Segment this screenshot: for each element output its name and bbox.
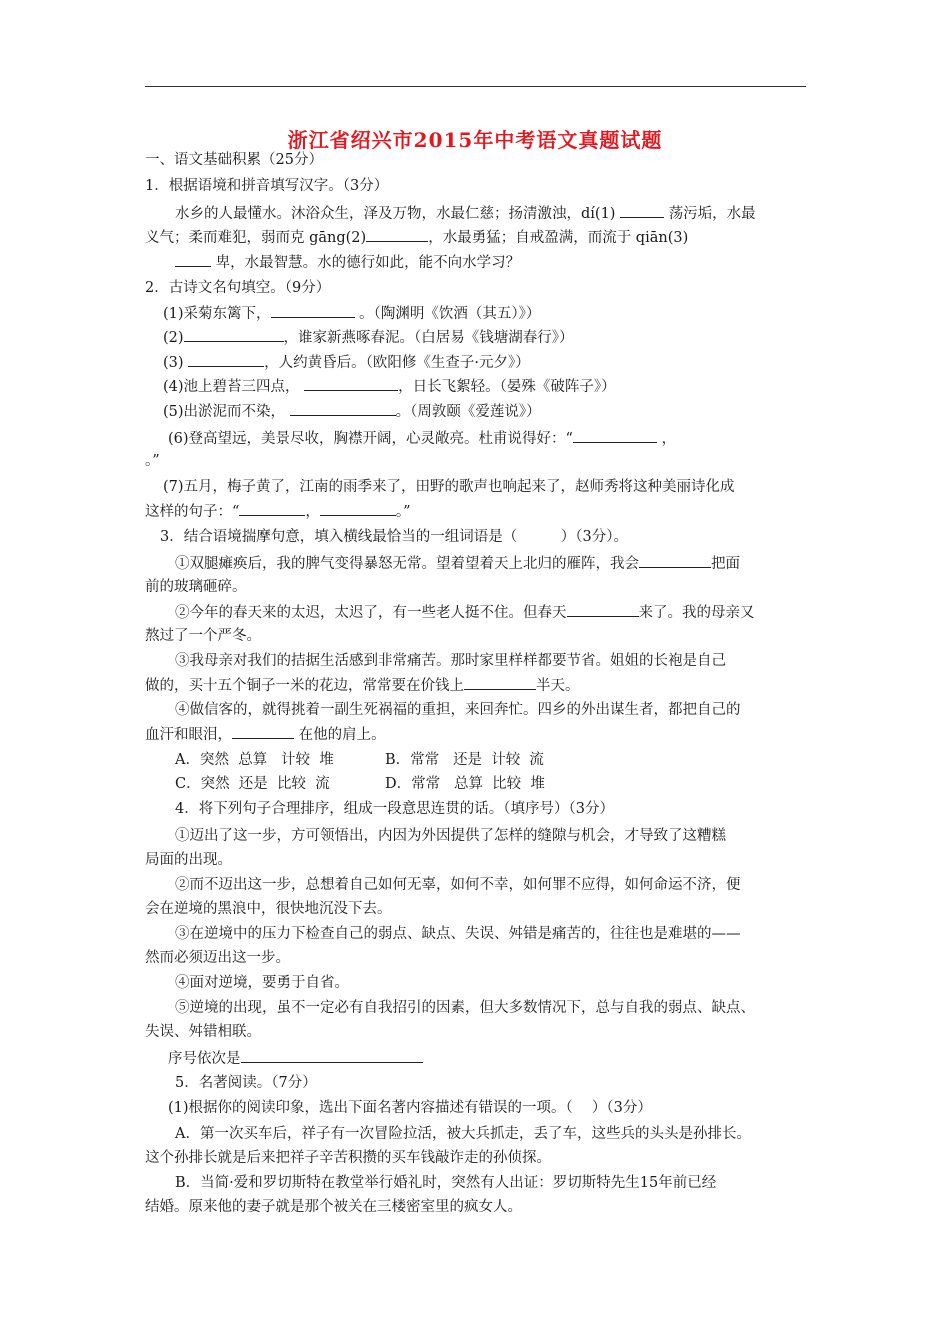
- answer-blank[interactable]: [567, 602, 639, 617]
- answer-blank[interactable]: [184, 327, 284, 342]
- choice-option-c[interactable]: C．突然 还是 比较 流: [175, 776, 330, 792]
- poem-line: (3) ，人约黄昏后。（欧阳修《生查子·元夕》）: [163, 352, 530, 373]
- q4-sentence: 然而必须迈出这一步。: [145, 950, 290, 966]
- q2-stem: 2．古诗文名句填空。（9分）: [145, 280, 331, 296]
- q3-item: 做的，买十五个铜子一米的花边，常常要在价钱上 半天。: [145, 675, 580, 696]
- q4-sentence: ③在逆境中的压力下检查自己的弱点、缺点、失误、舛错是痛苦的，往往也是难堪的——: [175, 926, 741, 942]
- choice-option-a[interactable]: A．突然 总算 计较 堆: [175, 752, 334, 768]
- poem-line: (2) ，谁家新燕啄春泥。（白居易《钱塘湖春行》）: [163, 327, 574, 348]
- q3-item: ④做信客的，就得挑着一副生死祸福的重担，来回奔忙。四乡的外出谋生者，都把自己的: [175, 702, 741, 718]
- q3-item: 熬过了一个严冬。: [145, 628, 261, 644]
- q4-sentence: ④面对逆境，要勇于自省。: [175, 975, 349, 991]
- header-rule: [145, 86, 806, 87]
- q3-item: ①双腿瘫痪后，我的脾气变得暴怒无常。望着望着天上北归的雁阵，我会 把面: [175, 553, 740, 574]
- q4-answer-line: 序号依次是: [168, 1048, 423, 1069]
- q4-sentence: 失误、舛错相联。: [145, 1024, 261, 1040]
- answer-blank[interactable]: [639, 553, 711, 568]
- answer-blank[interactable]: [320, 501, 396, 516]
- q5-option-b: B．当简·爱和罗切斯特在教堂举行婚礼时，突然有人出证：罗切斯特先生15年前已经: [175, 1175, 717, 1191]
- q3-item: ③我母亲对我们的拮据生活感到非常痛苦。那时家里样样都要节省。姐姐的长袍是自己: [175, 653, 726, 669]
- q5-option-a: A．第一次买车后，祥子有一次冒险拉活，被大兵抓走，丢了车，这些兵的头头是孙排长。: [175, 1126, 751, 1142]
- poem-line: 。”: [145, 453, 160, 469]
- answer-blank[interactable]: [239, 501, 305, 516]
- answer-blank[interactable]: [464, 675, 536, 690]
- poem-line: (5)出淤泥而不染， 。（周敦颐《爱莲说》）: [163, 401, 541, 422]
- section-heading: 一、语文基础积累（25分）: [145, 152, 323, 168]
- q1-line: 卑，水最智慧。水的德行如此，能不向水学习？: [175, 252, 520, 273]
- poem-line: (4)池上碧苔三四点， ，日长飞絮轻。（晏殊《破阵子》）: [163, 376, 616, 397]
- answer-blank[interactable]: [573, 428, 657, 443]
- answer-blank[interactable]: [304, 376, 398, 391]
- q4-sentence: 局面的出现。: [145, 852, 232, 868]
- q4-sentence: ⑤逆境的出现，虽不一定必有自我招引的因素，但大多数情况下，总与自我的弱点、缺点、: [175, 1000, 755, 1016]
- poem-line: (1)采菊东篱下， 。（陶渊明《饮酒（其五）》）: [163, 303, 540, 324]
- q5-option-b: 结婚。原来他的妻子就是那个被关在三楼密室里的疯女人。: [145, 1199, 522, 1215]
- poem-line: 这样的句子：“ ， 。”: [145, 501, 411, 522]
- choice-option-d[interactable]: D．常常 总算 比较 堆: [385, 776, 545, 792]
- answer-blank[interactable]: [241, 1048, 423, 1063]
- answer-blank[interactable]: [290, 401, 396, 416]
- q4-stem: 4．将下列句子合理排序，组成一段意思连贯的话。（填序号）（3分）: [175, 801, 614, 817]
- answer-blank[interactable]: [366, 227, 428, 242]
- answer-blank[interactable]: [620, 203, 664, 218]
- answer-blank[interactable]: [232, 724, 294, 739]
- q5-stem: 5．名著阅读。（7分）: [175, 1075, 317, 1091]
- q1-stem: 1．根据语境和拼音填写汉字。（3分）: [145, 178, 389, 194]
- q4-sentence: 会在逆境的黑浪中，很快地沉没下去。: [145, 901, 392, 917]
- q5-option-a: 这个孙排长就是后来把祥子辛苦积攒的买车钱敲诈走的孙侦探。: [145, 1150, 551, 1166]
- q3-item: 前的玻璃砸碎。: [145, 579, 247, 595]
- answer-blank[interactable]: [188, 352, 264, 367]
- page-title: 浙江省绍兴市2015年中考语文真题试题: [287, 128, 663, 152]
- answer-blank[interactable]: [271, 303, 355, 318]
- q4-sentence: ②而不迈出这一步，总想着自己如何无辜，如何不幸，如何罪不应得，如何命运不济，便: [175, 877, 741, 893]
- q4-sentence: ①迈出了这一步，方可领悟出，内因为外因提供了怎样的缝隙与机会，才导致了这糟糕: [175, 828, 726, 844]
- q1-line: 水乡的人最懂水。沐浴众生，泽及万物，水最仁慈；扬清激浊，dí(1) 荡污垢，水最: [175, 203, 756, 224]
- q3-stem: 3．结合语境揣摩句意，填入横线最恰当的一组词语是（ ）（3分）。: [160, 529, 628, 545]
- q3-item: ②今年的春天来的太迟，太迟了，有一些老人挺不住。但春天 来了。我的母亲又: [175, 602, 755, 623]
- answer-blank[interactable]: [175, 252, 211, 267]
- choice-option-b[interactable]: B．常常 还是 计较 流: [385, 752, 544, 768]
- poem-line: (7)五月，梅子黄了，江南的雨季来了，田野的歌声也响起来了，赵师秀将这种美丽诗化成: [163, 479, 735, 495]
- poem-line: (6)登高望远，美景尽收，胸襟开阔，心灵敞亮。杜甫说得好：“ ，: [168, 428, 676, 449]
- q1-line: 义气；柔而难犯，弱而克 gāng(2) ，水最勇猛；自戒盈满，而流于 qiān(3): [145, 227, 688, 248]
- q5-subquestion: (1)根据你的阅读印象，选出下面名著内容描述有错误的一项。（ ）（3分）: [168, 1100, 652, 1116]
- q3-item: 血汗和眼泪， 在他的肩上。: [145, 724, 386, 745]
